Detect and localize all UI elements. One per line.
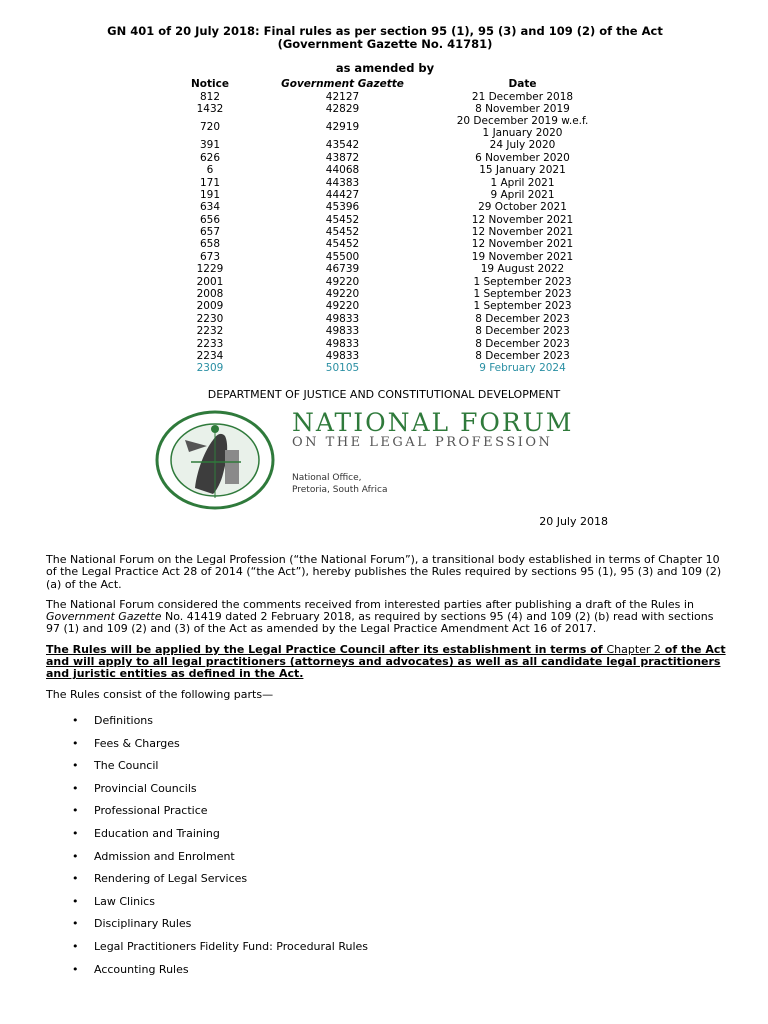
list-item <box>72 782 368 805</box>
table-row <box>170 214 610 226</box>
header-date: Date <box>508 78 537 91</box>
table-row <box>170 350 610 362</box>
letterhead-subtitle: ON THE LEGAL PROFESSION <box>292 435 553 450</box>
national-forum-seal-logo <box>155 410 275 510</box>
date-cell <box>435 263 610 275</box>
date-cell <box>435 251 610 263</box>
date-cell <box>435 275 610 287</box>
bullet-icon: • <box>72 849 79 863</box>
date-cell <box>435 139 610 151</box>
gazette-italic: Government Gazette <box>46 610 162 624</box>
notice-cell: 6 <box>206 164 214 177</box>
date-cell <box>435 288 610 300</box>
notice-cell: 658 <box>199 238 221 251</box>
gazette-cell: 49833 <box>325 350 360 362</box>
date-line: 19 November 2021 <box>471 250 574 263</box>
list-item <box>72 827 368 850</box>
notice-cell: 2230 <box>196 312 224 325</box>
gazette-cell: 45500 <box>325 250 360 263</box>
paragraph-application-text-c: of the Act and will apply to all legal practitioners (attorneys and advocates) as well as all candidate legal practitioners and juristic entities as defined in the Act. <box>46 642 726 681</box>
notice-cell: 812 <box>199 90 221 103</box>
notice-cell: 2008 <box>196 288 224 301</box>
gazette-cell: 45452 <box>325 213 360 226</box>
date-cell <box>435 201 610 213</box>
bullet-icon: • <box>72 759 79 773</box>
date-line: 8 December 2023 <box>475 350 570 362</box>
list-item <box>72 940 368 963</box>
date-cell <box>435 313 610 325</box>
notice-cell: 656 <box>199 213 221 226</box>
table-row <box>170 238 610 250</box>
date-line: 8 December 2023 <box>475 312 570 325</box>
gazette-cell: 43872 <box>325 151 360 164</box>
date-line: 12 November 2021 <box>471 238 574 251</box>
list-item-label: Disciplinary Rules <box>94 917 192 931</box>
rule-parts-list <box>72 714 368 985</box>
gazette-cell: 44427 <box>325 188 360 201</box>
notice-cell: 626 <box>199 151 221 164</box>
notice-cell: 720 <box>199 121 221 134</box>
paragraph-intro: The National Forum on the Legal Profession (“the National Forum”), a transitional body established in terms of Chapter 10 of the Legal Practice Act 28 of 2014 (“the Act”), hereby publishes the Rules required by sections 95 (1), 95 (3) and 109 (2) (a) of the Act. <box>46 553 722 591</box>
notice-cell: 1229 <box>196 263 224 276</box>
gazette-cell: 50105 <box>325 362 360 375</box>
office-line-2: Pretoria, South Africa <box>292 485 388 495</box>
table-row <box>170 115 610 139</box>
date-cell <box>435 189 610 201</box>
table-row <box>170 251 610 263</box>
bullet-icon: • <box>72 781 79 795</box>
list-item-label: Law Clinics <box>94 894 155 908</box>
date-line: 6 November 2020 <box>475 151 570 164</box>
amendments-table <box>170 78 610 375</box>
date-line: 12 November 2021 <box>471 226 574 239</box>
table-row <box>170 300 610 312</box>
notice-cell: 634 <box>199 201 221 214</box>
date-line: 1 September 2023 <box>473 288 572 301</box>
gazette-cell: 49220 <box>325 300 360 313</box>
list-item-label: Education and Training <box>94 826 220 840</box>
list-item-label: Provincial Councils <box>94 781 197 795</box>
date-line: 21 December 2018 <box>471 90 574 103</box>
paragraph-comments-text-b: No. 41419 dated 2 February 2018, as required by sections 95 (4) and 109 (2) (b) read with sections 97 (1) and 109 (2) and (3) of the Act as amended by the Legal Practice Amendment Act 16 of 2017. <box>46 610 714 636</box>
table-row <box>170 201 610 213</box>
bullet-icon: • <box>72 714 79 727</box>
list-item <box>72 714 368 737</box>
notice-cell: 171 <box>199 176 221 189</box>
notice-cell: 391 <box>199 139 221 152</box>
list-item-label: Legal Practitioners Fidelity Fund: Procedural Rules <box>94 939 369 953</box>
date-cell <box>435 103 610 115</box>
date-line: 9 February 2024 <box>479 362 566 375</box>
notice-cell: 657 <box>199 226 221 239</box>
paragraph-application-text-a: The Rules will be applied by the Legal Practice Council after its establishment in terms of <box>46 642 607 656</box>
header-notice: Notice <box>191 78 229 91</box>
notice-cell: 2009 <box>196 300 224 313</box>
date-line: 1 September 2023 <box>473 300 572 313</box>
table-row <box>170 189 610 201</box>
list-item <box>72 895 368 918</box>
notice-cell: 2232 <box>196 325 224 338</box>
notice-cell: 673 <box>199 250 221 263</box>
gazette-cell: 49833 <box>325 312 360 325</box>
table-row <box>170 263 610 275</box>
title-line-2: (Government Gazette No. 41781) <box>277 37 493 51</box>
amended-by-label: as amended by <box>335 61 435 75</box>
list-item-label: Fees & Charges <box>94 736 180 750</box>
table-row <box>170 139 610 151</box>
date-cell <box>435 152 610 164</box>
gazette-cell: 44068 <box>325 164 360 177</box>
table-row <box>170 176 610 188</box>
gazette-cell: 49833 <box>325 325 360 338</box>
date-line: 8 December 2023 <box>475 325 570 338</box>
date-line: 8 December 2023 <box>475 337 570 350</box>
table-row <box>170 152 610 164</box>
notice-cell: 2309 <box>196 362 224 375</box>
bullet-icon: • <box>72 894 79 908</box>
date-cell <box>435 337 610 349</box>
date-cell <box>435 350 610 362</box>
gazette-cell: 49220 <box>325 288 360 301</box>
gazette-cell: 42919 <box>325 121 360 134</box>
paragraph-parts-intro: The Rules consist of the following parts— <box>46 687 274 701</box>
table-row <box>170 164 610 176</box>
notice-cell: 1432 <box>196 102 224 115</box>
gazette-cell: 43542 <box>325 139 360 152</box>
table-row <box>170 362 610 374</box>
date-line-2: 1 January 2020 <box>482 127 563 140</box>
date-cell <box>435 362 610 374</box>
list-item-label: Admission and Enrolment <box>94 849 235 863</box>
table-row <box>170 337 610 349</box>
bullet-icon: • <box>72 826 79 840</box>
letterhead-office <box>292 472 387 496</box>
table-row <box>170 275 610 287</box>
gazette-cell: 45396 <box>325 201 360 214</box>
list-item <box>72 804 368 827</box>
body-text <box>46 554 726 709</box>
list-item <box>72 737 368 760</box>
paragraph-comments-text-a: The National Forum considered the comments received from interested parties after publishing a draft of the Rules in <box>46 597 694 611</box>
date-cell <box>435 325 610 337</box>
date-line: 29 October 2021 <box>478 201 567 214</box>
title-line-1: GN 401 of 20 July 2018: Final rules as per section 95 (1), 95 (3) and 109 (2) of the Act <box>107 24 663 38</box>
amendments-body <box>170 90 610 374</box>
bullet-icon: • <box>72 939 79 953</box>
gazette-cell: 42829 <box>325 102 360 115</box>
table-row <box>170 313 610 325</box>
gazette-cell: 46739 <box>325 263 360 276</box>
list-item-label: Accounting Rules <box>94 962 189 976</box>
date-cell <box>435 115 610 139</box>
list-item <box>72 850 368 873</box>
department-name: DEPARTMENT OF JUSTICE AND CONSTITUTIONAL DEVELOPMENT <box>207 388 561 401</box>
letter-date: 20 July 2018 <box>539 515 608 528</box>
gazette-cell: 49833 <box>325 337 360 350</box>
paragraph-application <box>46 644 726 681</box>
date-cell <box>435 164 610 176</box>
office-line-1: National Office, <box>292 473 362 483</box>
table-row <box>170 103 610 115</box>
table-row <box>170 288 610 300</box>
date-line: 1 April 2021 <box>490 176 555 189</box>
notice-cell: 2233 <box>196 337 224 350</box>
notice-cell: 191 <box>199 188 221 201</box>
bullet-icon: • <box>72 917 79 931</box>
list-item-label: Rendering of Legal Services <box>94 872 248 886</box>
gazette-cell: 45452 <box>325 238 360 251</box>
list-item <box>72 917 368 940</box>
table-row <box>170 325 610 337</box>
notice-cell: 2234 <box>196 350 224 362</box>
date-line: 12 November 2021 <box>471 213 574 226</box>
list-item-label: Definitions <box>94 714 153 727</box>
header-gazette: Government Gazette <box>281 78 404 91</box>
document-title <box>40 25 730 51</box>
bullet-icon: • <box>72 872 79 886</box>
chapter-reference: Chapter 2 <box>606 642 661 656</box>
date-cell <box>435 176 610 188</box>
list-item <box>72 759 368 782</box>
letterhead-title: NATIONAL FORUM <box>292 408 574 437</box>
list-item-label: The Council <box>94 759 159 773</box>
gazette-cell: 42127 <box>325 90 360 103</box>
date-line: 24 July 2020 <box>489 139 556 152</box>
date-line: 15 January 2021 <box>479 164 566 177</box>
date-line: 9 April 2021 <box>490 188 555 201</box>
paragraph-comments <box>46 599 726 636</box>
notice-cell: 2001 <box>196 275 224 288</box>
table-row <box>170 90 610 102</box>
list-item-label: Professional Practice <box>94 804 208 818</box>
list-item <box>72 963 368 986</box>
bullet-icon: • <box>72 804 79 818</box>
gazette-cell: 45452 <box>325 226 360 239</box>
date-cell <box>435 90 610 102</box>
date-line: 20 December 2019 w.e.f. <box>456 115 589 128</box>
date-line: 8 November 2019 <box>475 102 570 115</box>
table-row <box>170 226 610 238</box>
date-line: 19 August 2022 <box>480 263 565 276</box>
date-cell <box>435 238 610 250</box>
date-line: 1 September 2023 <box>473 275 572 288</box>
date-cell <box>435 214 610 226</box>
date-cell <box>435 300 610 312</box>
bullet-icon: • <box>72 736 79 750</box>
gazette-cell: 49220 <box>325 275 360 288</box>
list-item <box>72 872 368 895</box>
date-cell <box>435 226 610 238</box>
table-header-row <box>170 78 610 90</box>
gazette-cell: 44383 <box>325 176 360 189</box>
bullet-icon: • <box>72 962 79 976</box>
